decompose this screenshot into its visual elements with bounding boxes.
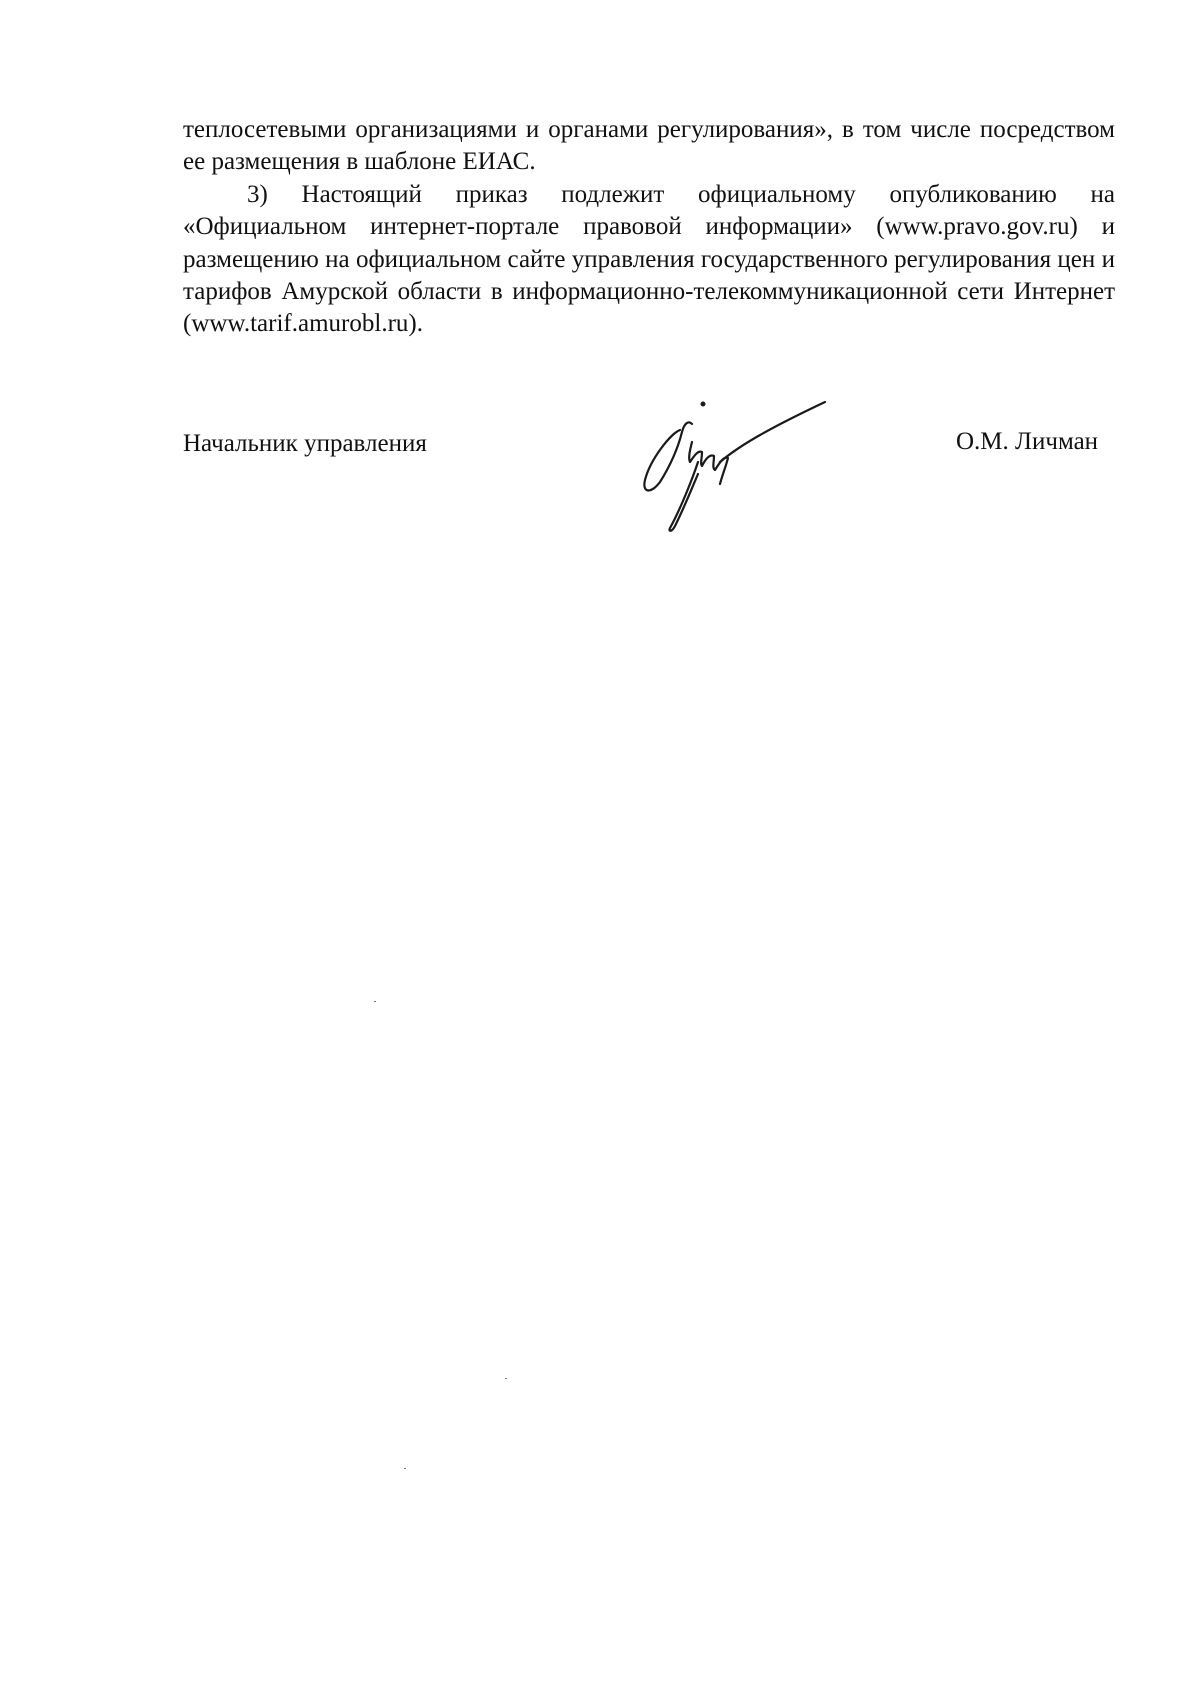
paragraph-continuation: теплосетевыми организациями и органами регулирования», в том числе посредством ее размещения в шаблоне ЕИАС. — [183, 116, 1115, 176]
scan-speck — [505, 1378, 507, 1379]
paragraph-publication-clause: 3) Настоящий приказ подлежит официальному опубликованию на «Официальном интернет-портале правовой информации» (www.pravo.gov.ru) и размещению на официальном сайте управления государственного регулирования цен и тарифов Амурской области в информационно-телекоммуникационной сети Интернет (www.tarif.amurobl.ru). — [183, 180, 1115, 338]
scan-speck — [404, 1468, 406, 1469]
scan-speck — [374, 1001, 376, 1002]
signatory-position-title: Начальник управления — [183, 430, 427, 457]
handwritten-signature-icon — [640, 400, 830, 535]
document-body — [183, 114, 1115, 341]
signatory-name: О.М. Личман — [956, 428, 1099, 455]
